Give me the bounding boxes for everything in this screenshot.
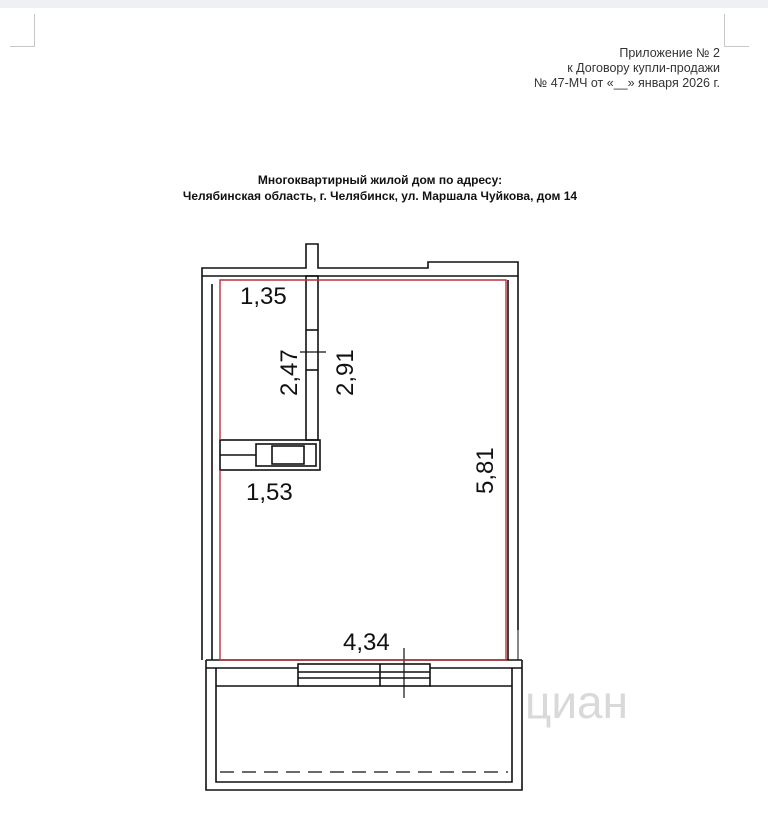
dimension-room-length: 5,81 [472, 447, 499, 494]
watermark-text: циан [525, 676, 629, 728]
dimension-room-width: 4,34 [343, 629, 390, 656]
dimension-kitchen-width: 1,53 [246, 479, 293, 506]
dimension-bath-depth: 2,47 [276, 349, 303, 396]
dimension-corridor-length: 2,91 [332, 349, 359, 396]
title-line-1: Многоквартирный жилой дом по адресу: [257, 173, 503, 187]
appendix-line-3: № 47-МЧ от «__» января 2026 г. [533, 76, 720, 90]
dimension-bath-width: 1,35 [240, 283, 287, 310]
walls [202, 244, 522, 790]
title-line-2: Челябинская область, г. Челябинск, ул. Маршала Чуйкова, дом 14 [182, 189, 578, 203]
appendix-line-1: Приложение № 2 [619, 46, 720, 60]
appendix-line-2: к Договору купли-продажи [567, 61, 720, 75]
